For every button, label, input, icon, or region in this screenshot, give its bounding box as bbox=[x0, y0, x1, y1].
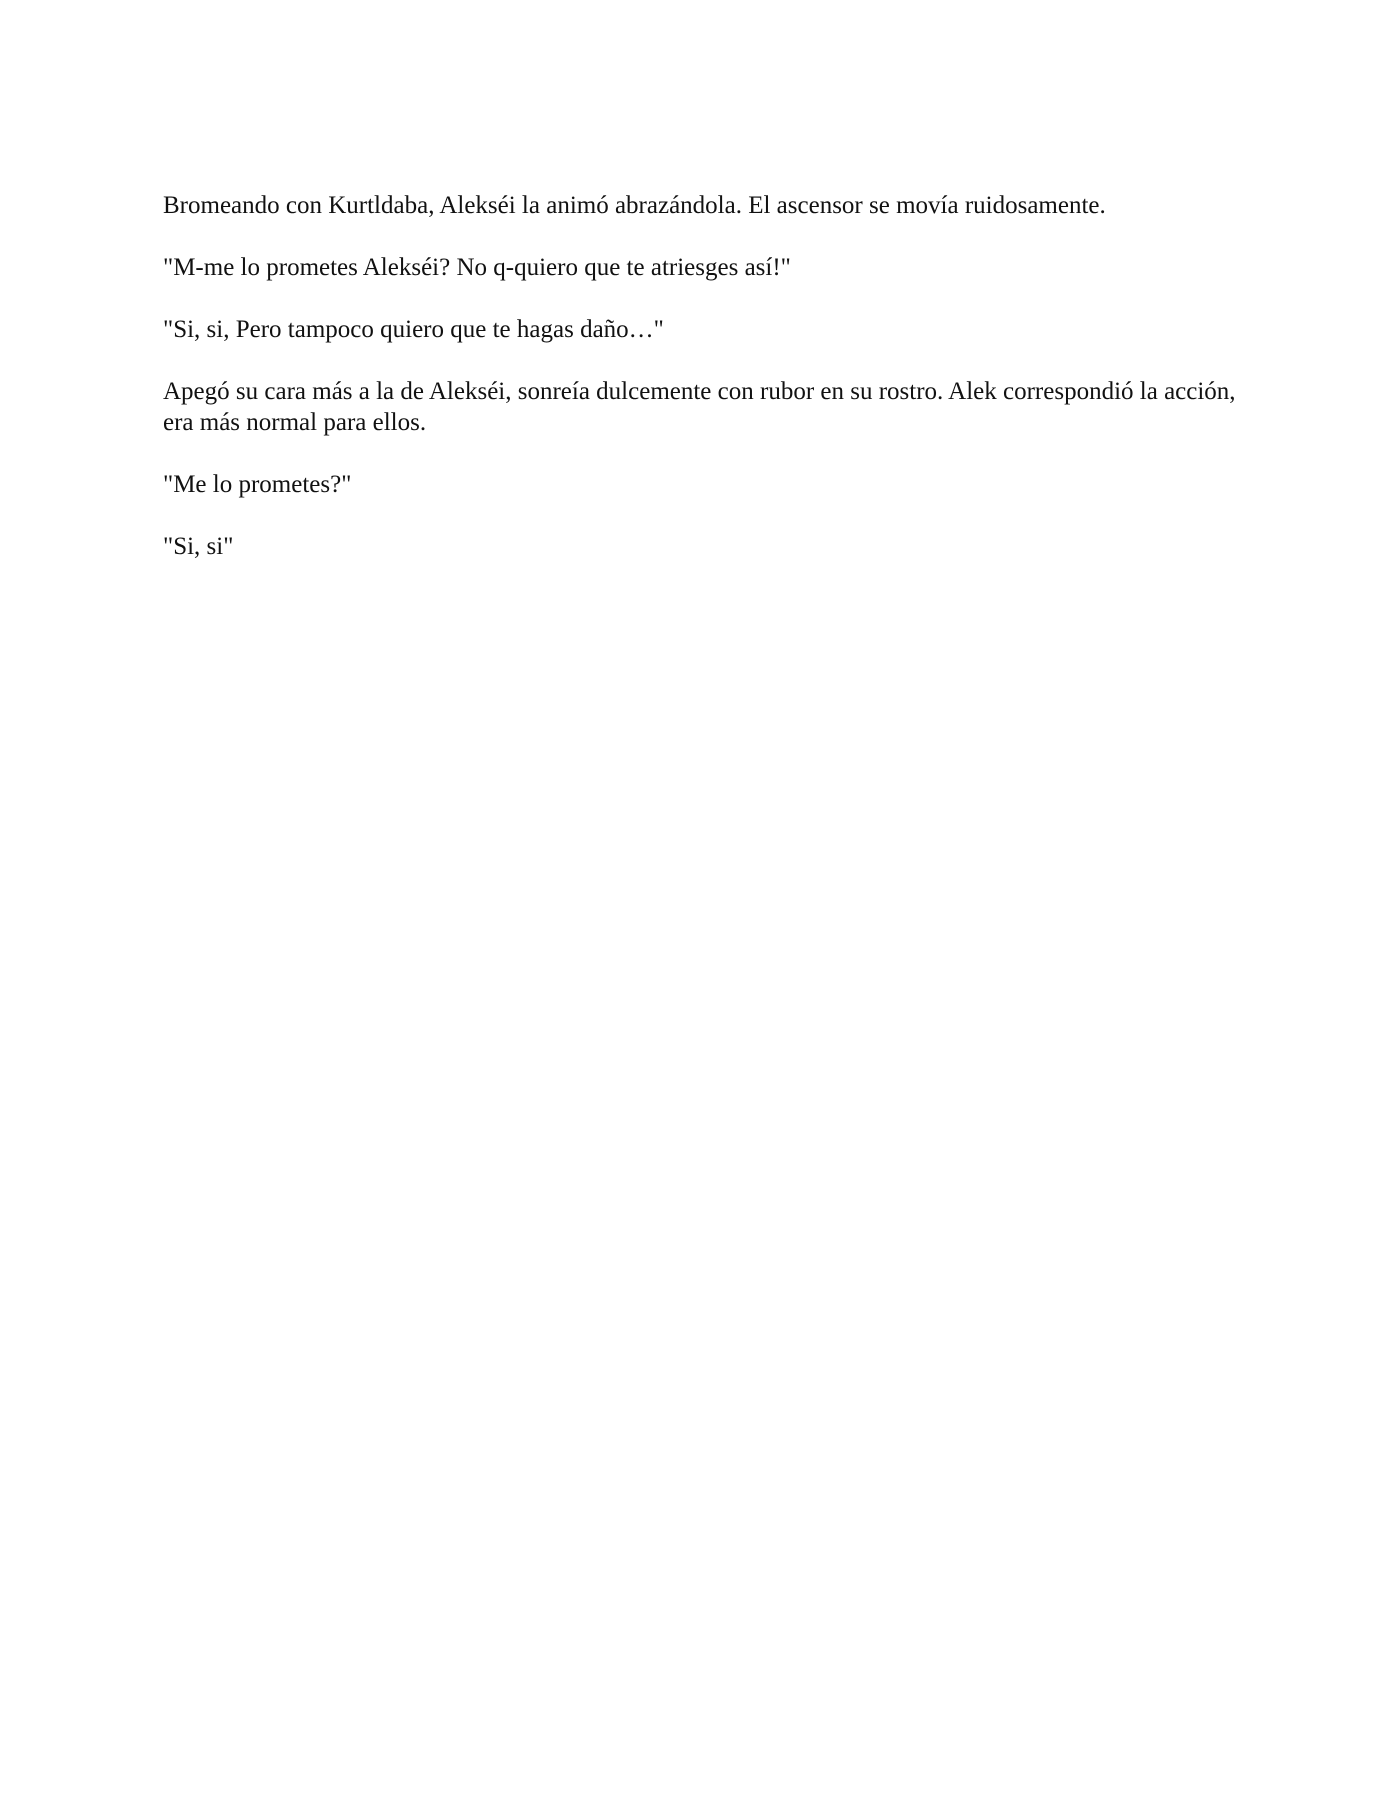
paragraph-4: Apegó su cara más a la de Alekséi, sonreía dulcemente con rubor en su rostro. Alek correspondió la acción, era más normal para ellos. bbox=[163, 378, 1236, 436]
paragraph-3: "Si, si, Pero tampoco quiero que te hagas daño…" bbox=[163, 316, 664, 343]
paragraph-6: "Si, si" bbox=[163, 533, 234, 560]
paragraph-1: Bromeando con Kurtldaba, Alekséi la animó abrazándola. El ascensor se movía ruidosamente. bbox=[163, 192, 1106, 219]
paragraph-5: "Me lo prometes?" bbox=[163, 471, 352, 498]
document-body bbox=[163, 190, 1243, 593]
paragraph-2: "M-me lo prometes Alekséi? No q-quiero que te atriesges así!" bbox=[163, 254, 791, 281]
